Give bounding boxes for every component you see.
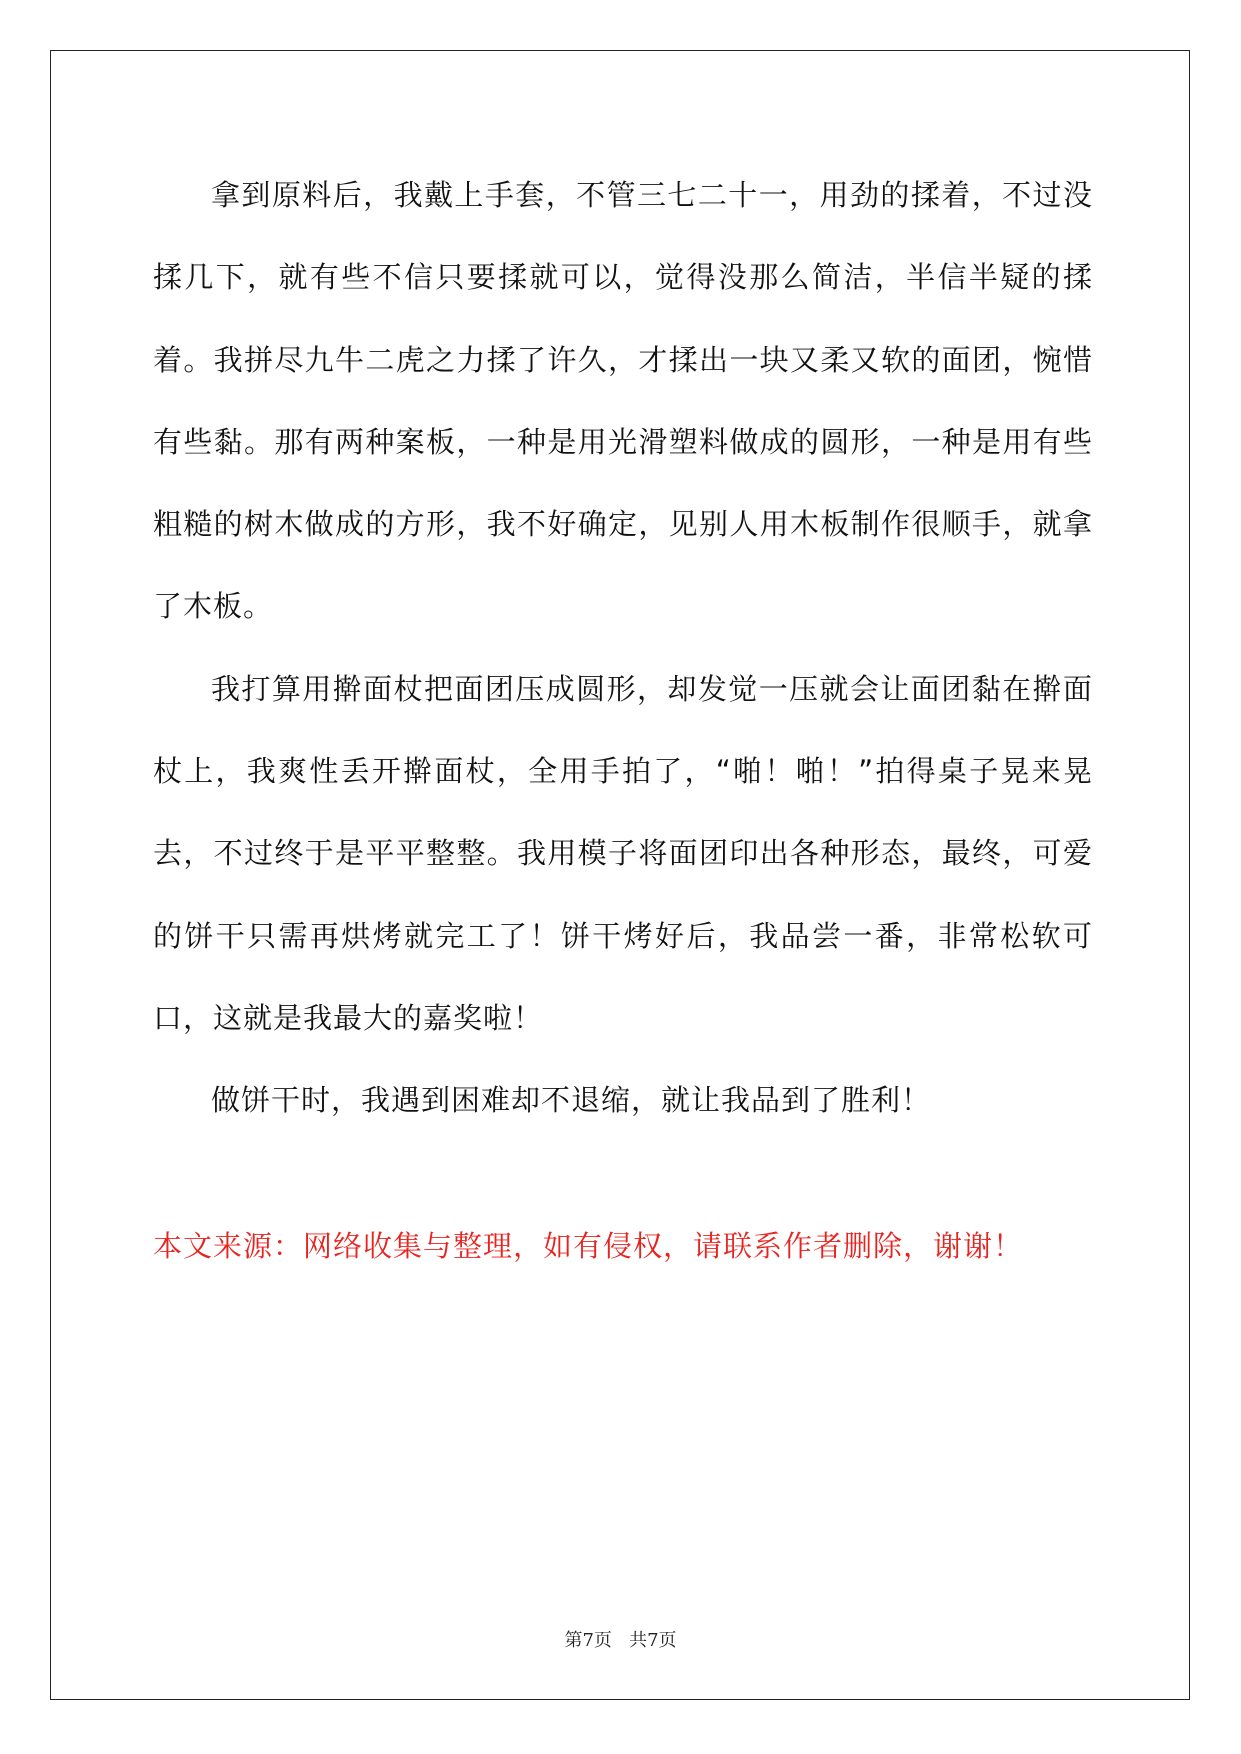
document-body [153, 154, 1093, 1142]
page-footer: 第7页 共7页 [564, 1630, 677, 1651]
source-note: 本文来源：网络收集与整理，如有侵权，请联系作者删除，谢谢！ [153, 1229, 1024, 1263]
paragraph-2: 我打算用擀面杖把面团压成圆形，却发觉一压就会让面团黏在擀面杖上，我爽性丢开擀面杖，全用手拍了，“啪！啪！”拍得桌子晃来晃去，不过终于是平平整整。我用模子将面团印出各种形态，最终，可爱的饼干只需再烘烤就完工了！饼干烤好后，我品尝一番，非常松软可口，这就是我最大的嘉奖啦！ [153, 671, 1093, 1035]
paragraph-3: 做饼干时，我遇到困难却不退缩，就让我品到了胜利！ [211, 1083, 932, 1118]
paragraph-1: 拿到原料后，我戴上手套，不管三七二十一，用劲的揉着，不过没揉几下，就有些不信只要揉就可以，觉得没那么简洁，半信半疑的揉着。我拼尽九牛二虎之力揉了许久，才揉出一块又柔又软的面团，惋惜有些黏。那有两种案板，一种是用光滑塑料做成的圆形，一种是用有些粗糙的树木做成的方形，我不好确定，见别人用木板制作很顺手，就拿了木板。 [153, 178, 1093, 624]
